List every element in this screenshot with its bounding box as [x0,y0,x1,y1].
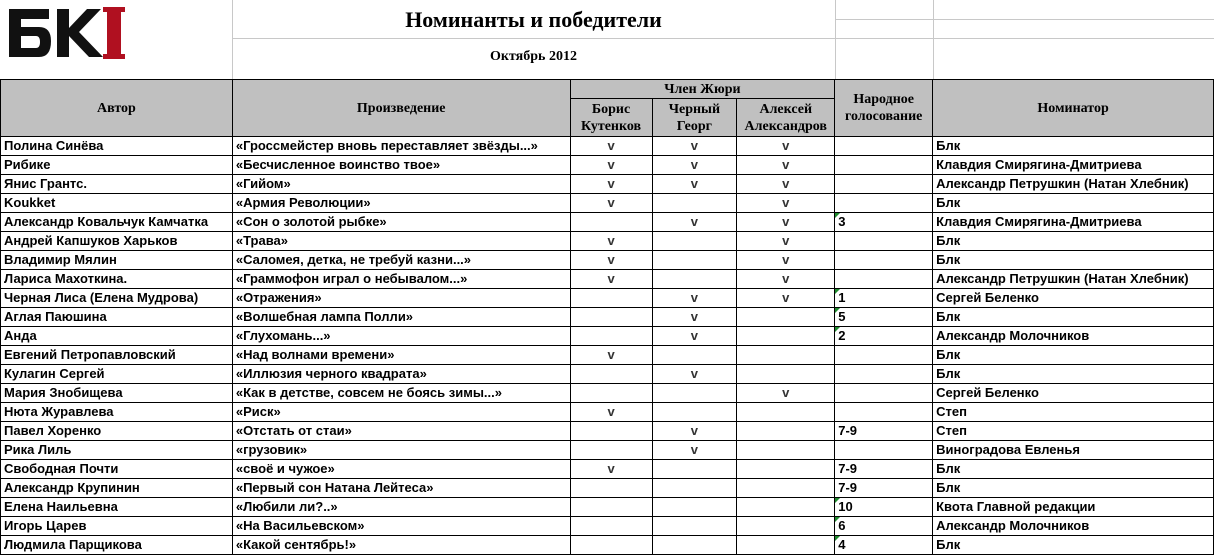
work-cell: «Сон о золотой рыбке» [232,213,570,232]
author-cell: Лариса Махоткина. [1,270,233,289]
nominees-table [0,79,1214,555]
author-cell: Янис Грантс. [1,175,233,194]
judge2-mark [652,479,737,498]
author-cell: Анда [1,327,233,346]
work-cell: «Гроссмейстер вновь переставляет звёзды...» [232,137,570,156]
author-cell: Павел Хоренко [1,422,233,441]
judge3-mark [737,479,835,498]
judge1-mark: v [570,251,652,270]
nominator-cell: Блк [933,194,1214,213]
logo [3,3,136,63]
judge3-mark: v [737,289,835,308]
author-cell: Андрей Капшуков Харьков [1,232,233,251]
page-subtitle: Октябрь 2012 [490,49,577,64]
vote-cell: 4 [835,536,933,555]
work-cell: «Бесчисленное воинство твое» [232,156,570,175]
judge1-mark: v [570,175,652,194]
judge2-mark [652,460,737,479]
judge3-mark: v [737,194,835,213]
work-cell: «Риск» [232,403,570,422]
judge2-mark: v [652,289,737,308]
judge3-mark: v [737,384,835,403]
nominator-cell: Клавдия Смирягина-Дмитриева [933,156,1214,175]
vote-cell [835,251,933,270]
table-row [1,270,1214,289]
judge2-mark: v [652,308,737,327]
work-cell: «Первый сон Натана Лейтеса» [232,479,570,498]
vote-cell: 1 [835,289,933,308]
col-header-nominator: Номинатор [933,80,1214,137]
nominator-cell: Блк [933,536,1214,555]
vote-cell [835,175,933,194]
judge3-mark [737,308,835,327]
judge2-mark [652,251,737,270]
nominator-cell: Виноградова Евленья [933,441,1214,460]
judge3-mark: v [737,232,835,251]
work-cell: «грузовик» [232,441,570,460]
table-row [1,384,1214,403]
table-row [1,308,1214,327]
vote-cell [835,403,933,422]
author-cell: Мария Знобищева [1,384,233,403]
vote-cell [835,270,933,289]
nominator-cell: Блк [933,308,1214,327]
judge2-mark: v [652,422,737,441]
judge1-mark [570,498,652,517]
vote-cell: 7-9 [835,460,933,479]
col-header-work: Произведение [232,80,570,137]
vote-cell [835,232,933,251]
col-header-author: Автор [1,80,233,137]
nominator-cell: Сергей Беленко [933,289,1214,308]
judge3-mark [737,441,835,460]
work-cell: «Волшебная лампа Полли» [232,308,570,327]
judge1-mark [570,517,652,536]
vote-cell [835,346,933,365]
author-cell: Нюта Журавлева [1,403,233,422]
table-row [1,422,1214,441]
author-cell: Полина Синёва [1,137,233,156]
judge1-mark: v [570,403,652,422]
author-cell: Елена Наильевна [1,498,233,517]
nominator-cell: Степ [933,403,1214,422]
judge2-mark [652,498,737,517]
nominator-cell: Блк [933,365,1214,384]
work-cell: «Глухомань...» [232,327,570,346]
author-cell: Евгений Петропавловский [1,346,233,365]
judge1-mark: v [570,156,652,175]
col-header-vote: Народное голосование [835,80,933,137]
work-cell: «На Васильевском» [232,517,570,536]
table-row [1,232,1214,251]
work-cell: «своё и чужое» [232,460,570,479]
judge3-mark: v [737,213,835,232]
judge3-mark [737,517,835,536]
work-cell: «Саломея, детка, не требуй казни...» [232,251,570,270]
judge2-mark: v [652,365,737,384]
work-cell: «Армия Революции» [232,194,570,213]
judge2-mark [652,232,737,251]
vote-cell: 6 [835,517,933,536]
table-row [1,365,1214,384]
judge3-mark [737,498,835,517]
judge1-mark: v [570,270,652,289]
judge1-mark [570,536,652,555]
table-row [1,460,1214,479]
judge1-mark: v [570,194,652,213]
judge2-mark [652,384,737,403]
judge3-mark: v [737,137,835,156]
work-cell: «Гийом» [232,175,570,194]
judge2-mark [652,517,737,536]
judge2-mark: v [652,441,737,460]
judge3-mark: v [737,251,835,270]
judge3-mark [737,460,835,479]
author-cell: Игорь Царев [1,517,233,536]
vote-cell: 3 [835,213,933,232]
work-cell: «Как в детстве, совсем не боясь зимы...» [232,384,570,403]
vote-cell [835,194,933,213]
author-cell: Владимир Мялин [1,251,233,270]
gridline [835,19,1214,20]
author-cell: Koukket [1,194,233,213]
author-cell: Александр Крупинин [1,479,233,498]
nominator-cell: Александр Петрушкин (Натан Хлебник) [933,270,1214,289]
author-cell: Кулагин Сергей [1,365,233,384]
col-header-judge2: Черный Георг [652,99,737,137]
vote-cell: 2 [835,327,933,346]
judge1-mark [570,308,652,327]
judge1-mark: v [570,346,652,365]
author-cell: Рика Лиль [1,441,233,460]
nominator-cell: Сергей Беленко [933,384,1214,403]
table-row [1,498,1214,517]
author-cell: Александр Ковальчук Камчатка [1,213,233,232]
work-cell: «Отстать от стаи» [232,422,570,441]
judge1-mark [570,365,652,384]
nominator-cell: Блк [933,346,1214,365]
table-row [1,441,1214,460]
col-header-jury: Член Жюри [570,80,835,99]
nominator-cell: Клавдия Смирягина-Дмитриева [933,213,1214,232]
judge1-mark [570,479,652,498]
nominator-cell: Блк [933,137,1214,156]
judge2-mark: v [652,213,737,232]
author-cell: Черная Лиса (Елена Мудрова) [1,289,233,308]
author-cell: Свободная Почти [1,460,233,479]
judge1-mark [570,289,652,308]
judge2-mark [652,346,737,365]
judge3-mark: v [737,156,835,175]
judge1-mark: v [570,460,652,479]
table-row [1,251,1214,270]
work-cell: «Граммофон играл о небывалом...» [232,270,570,289]
judge2-mark [652,536,737,555]
judge3-mark [737,536,835,555]
work-cell: «Отражения» [232,289,570,308]
nominator-cell: Александр Молочников [933,327,1214,346]
judge3-mark [737,365,835,384]
nominator-cell: Александр Петрушкин (Натан Хлебник) [933,175,1214,194]
judge1-mark [570,384,652,403]
judge1-mark [570,327,652,346]
page-title: Номинанты и победители [405,7,662,32]
table-row [1,156,1214,175]
judge1-mark [570,213,652,232]
vote-cell [835,384,933,403]
vote-cell [835,137,933,156]
nominator-cell: Блк [933,479,1214,498]
work-cell: «Какой сентябрь!» [232,536,570,555]
judge3-mark [737,422,835,441]
nominator-cell: Блк [933,460,1214,479]
table-row [1,327,1214,346]
table-row [1,517,1214,536]
judge1-mark: v [570,137,652,156]
judge2-mark: v [652,137,737,156]
judge3-mark [737,346,835,365]
judge1-mark [570,441,652,460]
gridline [933,0,934,79]
nominator-cell: Александр Молочников [933,517,1214,536]
table-row [1,175,1214,194]
gridline [232,38,1214,39]
nominator-cell: Блк [933,232,1214,251]
gridline [835,0,836,79]
work-cell: «Трава» [232,232,570,251]
table-row [1,346,1214,365]
work-cell: «Любили ли?..» [232,498,570,517]
table-row [1,194,1214,213]
vote-cell [835,441,933,460]
judge3-mark: v [737,175,835,194]
judge2-mark: v [652,156,737,175]
judge3-mark: v [737,270,835,289]
vote-cell: 10 [835,498,933,517]
table-row [1,536,1214,555]
judge2-mark: v [652,327,737,346]
table-row [1,403,1214,422]
table-row [1,479,1214,498]
judge2-mark [652,270,737,289]
col-header-judge1: Борис Кутенков [570,99,652,137]
nominator-cell: Степ [933,422,1214,441]
work-cell: «Иллюзия черного квадрата» [232,365,570,384]
table-row [1,137,1214,156]
table-row [1,289,1214,308]
vote-cell: 7-9 [835,422,933,441]
nominator-cell: Квота Главной редакции [933,498,1214,517]
judge3-mark [737,327,835,346]
judge1-mark: v [570,232,652,251]
author-cell: Рибике [1,156,233,175]
author-cell: Людмила Парщикова [1,536,233,555]
vote-cell [835,156,933,175]
vote-cell: 5 [835,308,933,327]
vote-cell: 7-9 [835,479,933,498]
col-header-judge3: Алексей Александров [737,99,835,137]
nominator-cell: Блк [933,251,1214,270]
judge2-mark [652,403,737,422]
judge2-mark: v [652,175,737,194]
judge3-mark [737,403,835,422]
author-cell: Аглая Паюшина [1,308,233,327]
judge2-mark [652,194,737,213]
table-row [1,213,1214,232]
vote-cell [835,365,933,384]
judge1-mark [570,422,652,441]
work-cell: «Над волнами времени» [232,346,570,365]
